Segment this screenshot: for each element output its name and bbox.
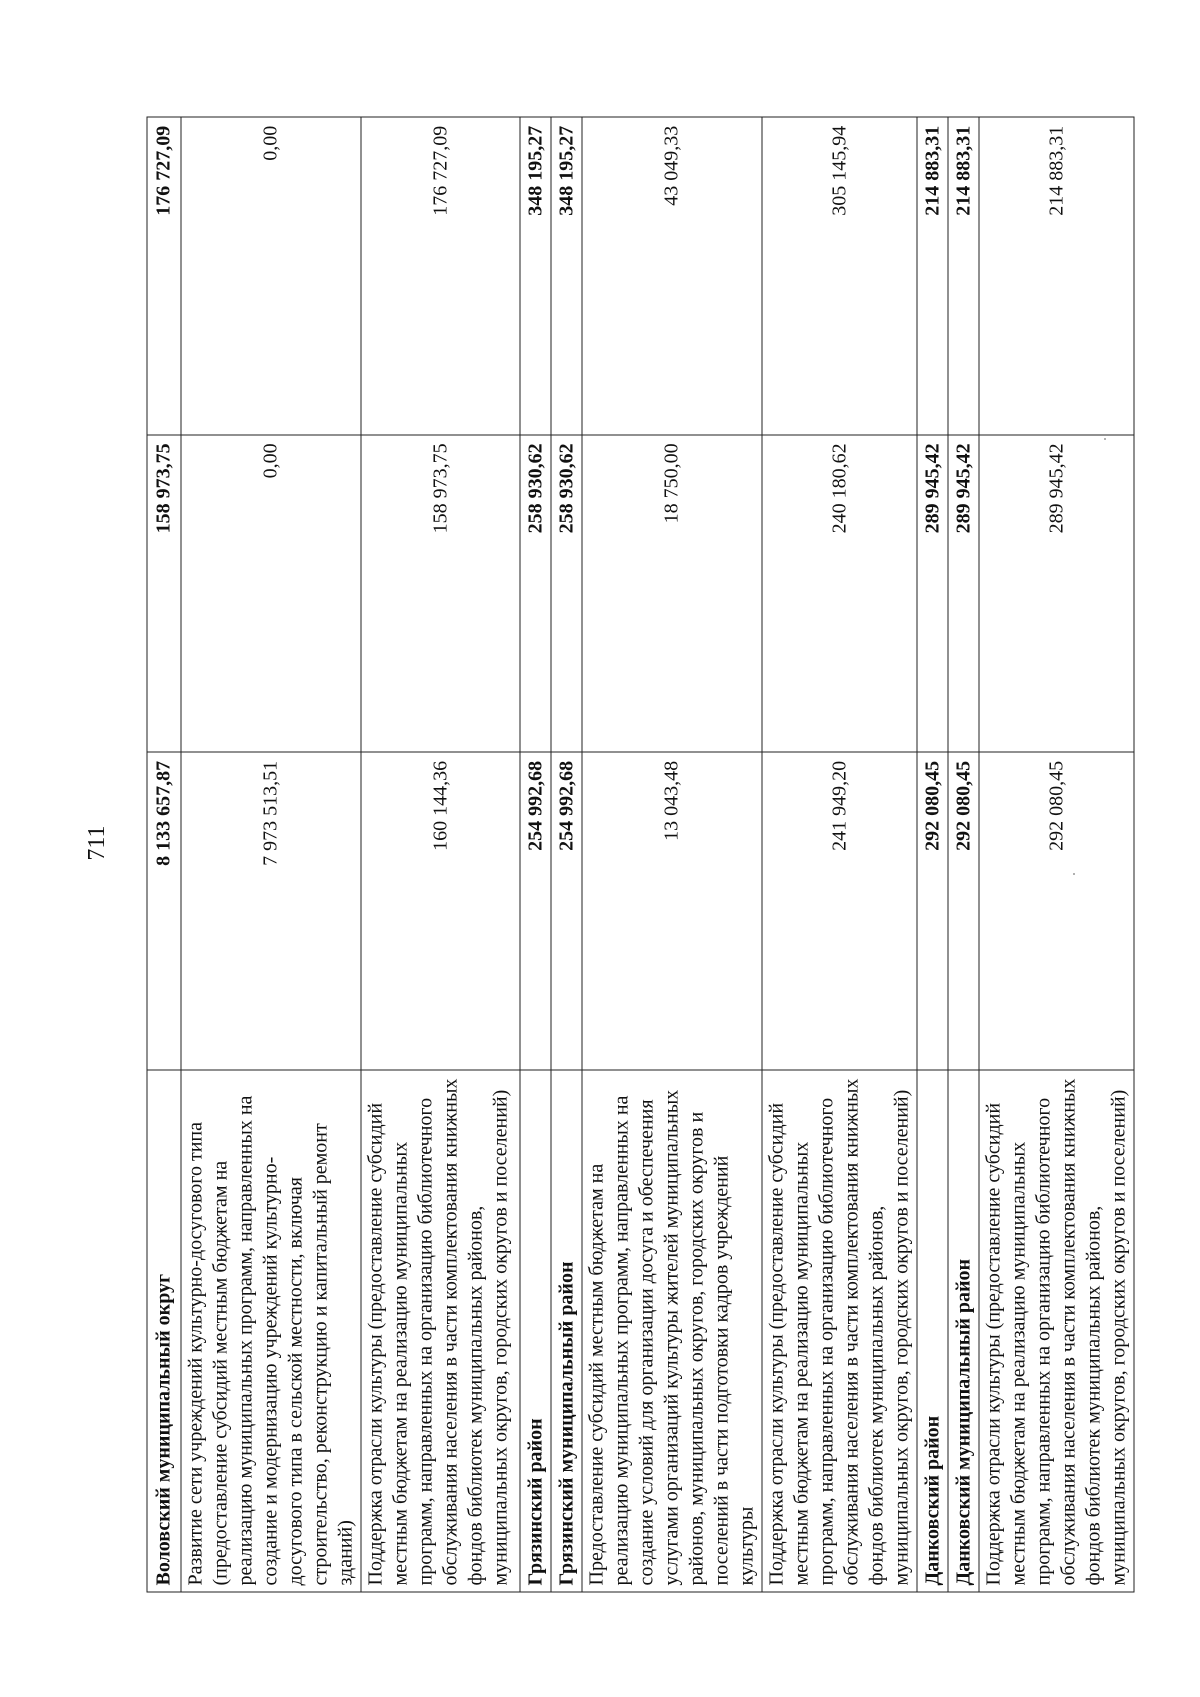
value-year-1: 160 144,36 xyxy=(361,752,520,1070)
table-row-district-head xyxy=(551,117,582,1592)
table-row-district-head xyxy=(147,117,181,1592)
value-year-2: 289 945,42 xyxy=(948,434,979,752)
budget-table-container xyxy=(146,117,1129,1592)
value-year-2: 158 973,75 xyxy=(147,434,181,752)
table-row-item xyxy=(979,117,1134,1592)
scan-speck xyxy=(1104,438,1106,440)
value-year-3: 0,00 xyxy=(181,117,361,435)
row-name: Данковский муниципальный район xyxy=(948,1070,979,1592)
value-year-3: 305 145,94 xyxy=(762,117,917,435)
value-year-2: 240 180,62 xyxy=(762,434,917,752)
table-row-item xyxy=(181,117,361,1592)
row-name: Поддержка отрасли культуры (предоставление субсидий местным бюджетам на реализацию муниципальных программ, направленных на организацию библиотечного обслуживания населения в части комплектования книжных фондов библиотек муниципальных районов, муниципальных округов, городских округов и поселений) xyxy=(979,1070,1134,1592)
value-year-1: 13 043,48 xyxy=(582,752,762,1070)
value-year-1: 292 080,45 xyxy=(979,752,1134,1070)
page-number: 711 xyxy=(84,825,110,861)
value-year-2: 0,00 xyxy=(181,434,361,752)
value-year-1: 254 992,68 xyxy=(551,752,582,1070)
value-year-2: 289 945,42 xyxy=(917,434,948,752)
row-name: Поддержка отрасли культуры (предоставление субсидий местным бюджетам на реализацию муниципальных программ, направленных на организацию библиотечного обслуживания населения в части комплектования книжных фондов библиотек муниципальных районов, муниципальных округов, городских округов и поселений) xyxy=(762,1070,917,1592)
table-row-item xyxy=(361,117,520,1592)
row-name: Развитие сети учреждений культурно-досугового типа (предоставление субсидий местным бюджетам на реализацию муниципальных программ, направленных на создание и модернизацию учреждений культурно-досугового типа в сельской местности, включая строительство, реконструкцию и капитальный ремонт зданий) xyxy=(181,1070,361,1592)
value-year-1: 292 080,45 xyxy=(917,752,948,1070)
row-name: Воловский муниципальный округ xyxy=(147,1070,181,1592)
value-year-3: 214 883,31 xyxy=(917,117,948,435)
table-row-item xyxy=(762,117,917,1592)
table-row-item xyxy=(582,117,762,1592)
table-row-district-head xyxy=(917,117,948,1592)
value-year-3: 348 195,27 xyxy=(520,117,551,435)
row-name: Грязинский район xyxy=(520,1070,551,1592)
value-year-1: 7 973 513,51 xyxy=(181,752,361,1070)
row-name: Грязинский муниципальный район xyxy=(551,1070,582,1592)
value-year-2: 289 945,42 xyxy=(979,434,1134,752)
value-year-3: 348 195,27 xyxy=(551,117,582,435)
value-year-3: 176 727,09 xyxy=(147,117,181,435)
row-name: Данковский район xyxy=(917,1070,948,1592)
row-name: Предоставление субсидий местным бюджетам на реализацию муниципальных программ, направленных на создание условий для организации досуга и обеспечения услугами организаций культуры жителей муниципальных районов, муниципальных округов, городских округов и поселений в части подготовки кадров учреждений культуры xyxy=(582,1070,762,1592)
value-year-2: 158 973,75 xyxy=(361,434,520,752)
row-name: Поддержка отрасли культуры (предоставление субсидий местным бюджетам на реализацию муниципальных программ, направленных на организацию библиотечного обслуживания населения в части комплектования книжных фондов библиотек муниципальных районов, муниципальных округов, городских округов и поселений) xyxy=(361,1070,520,1592)
value-year-3: 176 727,09 xyxy=(361,117,520,435)
scan-speck xyxy=(1073,873,1075,875)
value-year-1: 254 992,68 xyxy=(520,752,551,1070)
value-year-1: 292 080,45 xyxy=(948,752,979,1070)
value-year-3: 43 049,33 xyxy=(582,117,762,435)
table-row-district-head xyxy=(520,117,551,1592)
budget-table xyxy=(146,116,1134,1592)
value-year-1: 8 133 657,87 xyxy=(147,752,181,1070)
table-row-district-head xyxy=(948,117,979,1592)
value-year-1: 241 949,20 xyxy=(762,752,917,1070)
value-year-2: 18 750,00 xyxy=(582,434,762,752)
value-year-3: 214 883,31 xyxy=(979,117,1134,435)
value-year-3: 214 883,31 xyxy=(948,117,979,435)
value-year-2: 258 930,62 xyxy=(520,434,551,752)
value-year-2: 258 930,62 xyxy=(551,434,582,752)
